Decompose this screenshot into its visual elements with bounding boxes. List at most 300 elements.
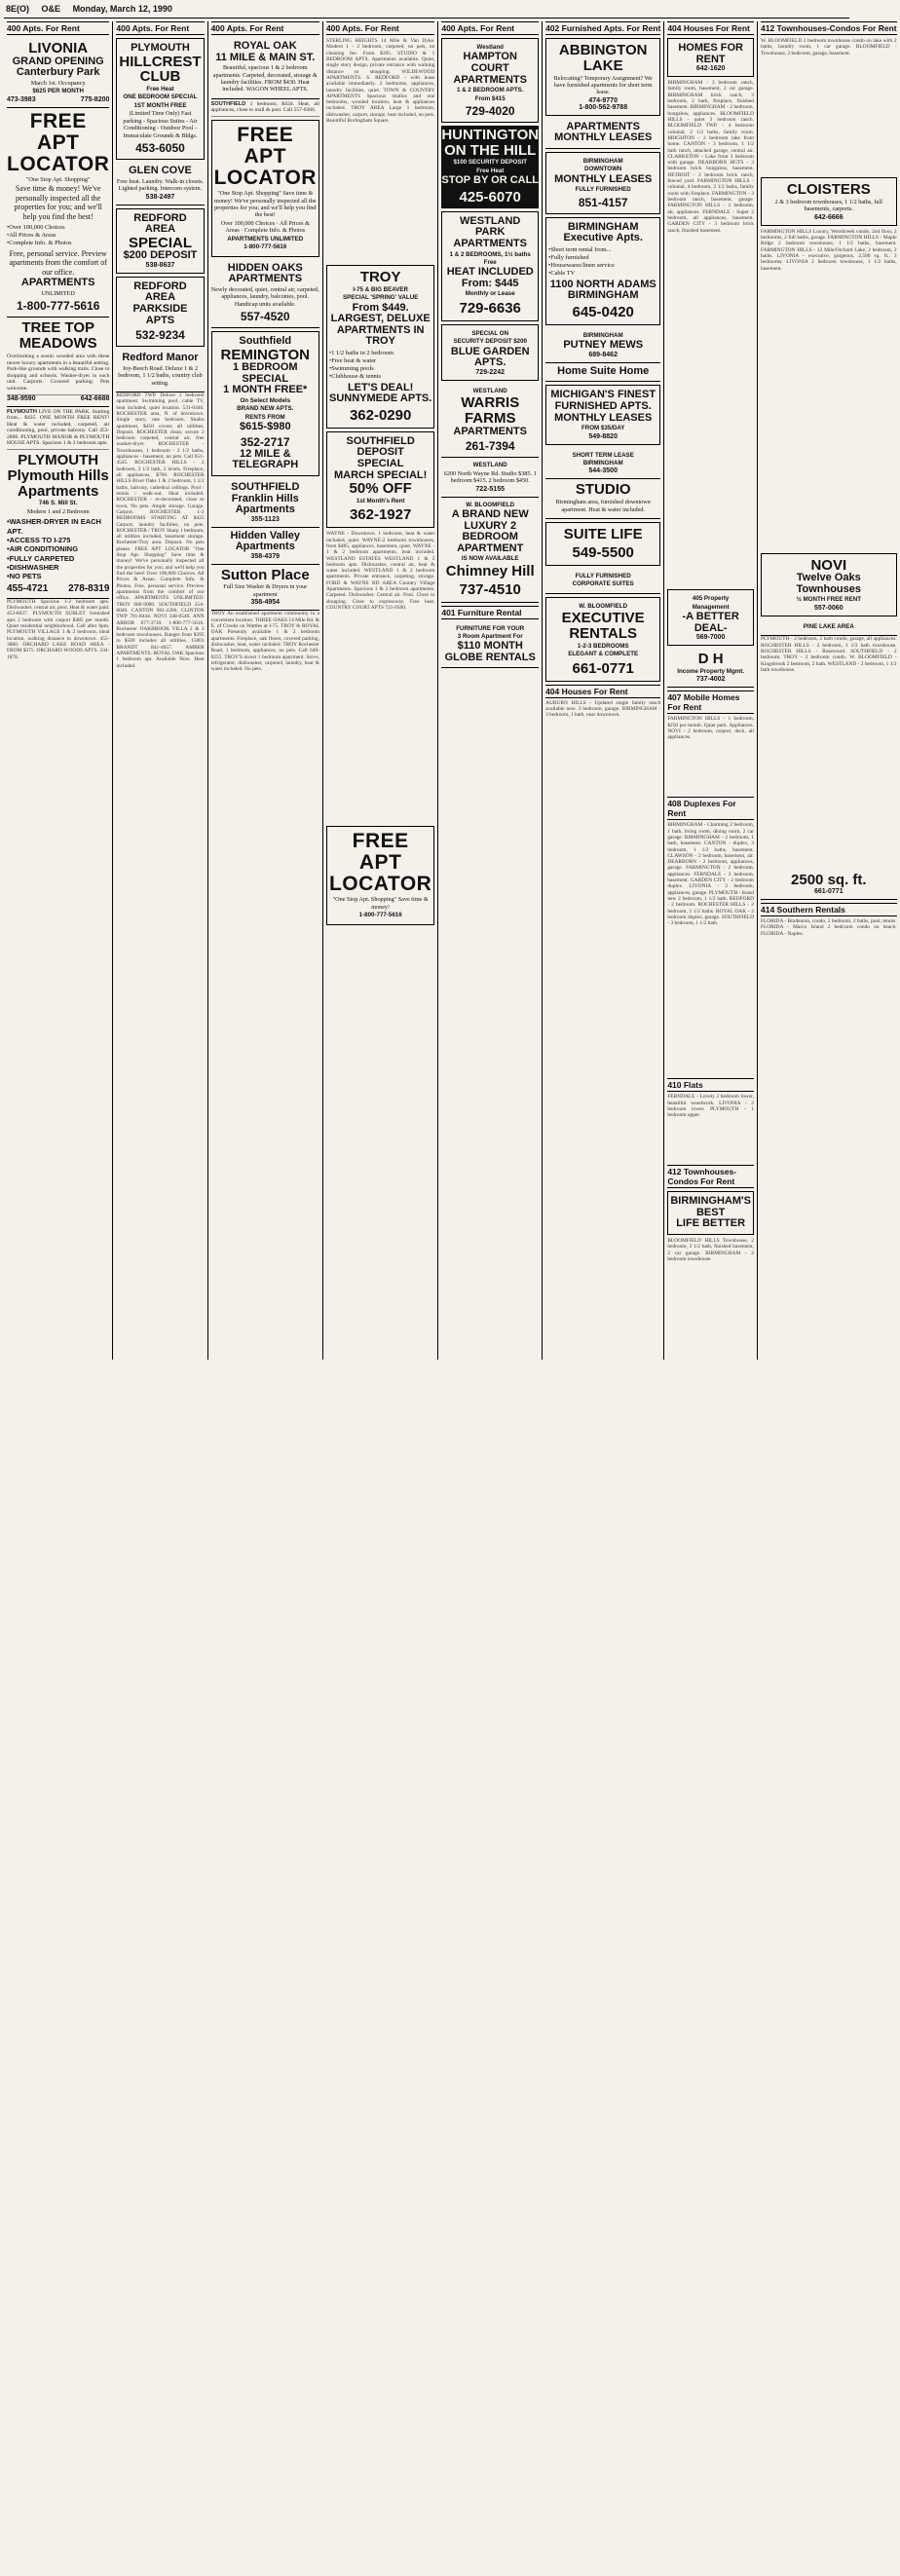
column-2	[113, 21, 207, 1360]
ad-headline: FURNITURE FOR YOUR	[456, 624, 525, 632]
classified-filler: WAYNE - Downtown. 1 bedroom, heat & water included, quiet. WAYNE-2 bedroom townhouses, from $485, appliances, basement, quiet. WAYNE - 1 & 2 bedroom apartments, heat included. WESTLAND ESTATES WESTLAND 1 & 2 bedroom apts. Dishwasher, central air, heat & water included. WESTLAND 1 & 2 bedroom apartments. Private entrance, carpeting, storage. FORD & WAYNE RD AREA Country Village Apartments. Spacious 1 & 2 bedroom apartments. Carpeted. Dishwasher. Central air. Pool. Close to shopping. Close to expressway. Free heat. COUNTRY COURT APTS 721-0500.	[325, 531, 435, 612]
ad-parkside	[116, 277, 204, 347]
ad-corporate-suites	[545, 569, 660, 594]
ad-headline: LUXURY 2 BEDROOM	[462, 519, 518, 543]
ad-homes-for-rent	[667, 38, 754, 77]
column-6	[543, 21, 664, 1360]
ad-pine-lake	[761, 619, 897, 636]
ad-feature: • AIR CONDITIONING	[7, 544, 109, 553]
ad-home-suite-home	[545, 363, 660, 383]
ad-body: Full Size Washer & Dryers in your apartment	[223, 583, 308, 598]
ad-birmingham-executive	[545, 217, 660, 325]
ad-rent-range: $615-$980	[239, 421, 291, 433]
classified-listing: SOUTHFIELD 1 bedroom, $450. Heat, all appliances, close to mall & post. Call 557-0366.	[211, 99, 319, 117]
ad-brand: APARTMENTS	[20, 277, 95, 289]
ad-apt-locator-2	[211, 120, 319, 257]
ad-redford-special	[116, 208, 204, 274]
ad-phone: 362-0290	[349, 406, 412, 424]
ad-heat: HEAT INCLUDED	[446, 266, 534, 279]
ad-name: LIFE BETTER	[676, 1217, 746, 1230]
ad-brand: APARTMENTS UNLIMITED	[227, 235, 304, 243]
ad-remington	[211, 331, 319, 476]
ad-title: SUITE LIFE	[563, 526, 643, 543]
ad-commercial	[761, 870, 897, 900]
ad-name: APARTMENTS	[453, 237, 527, 249]
ad-phone: 661-0771	[572, 659, 634, 677]
ad-pitch: Free, personal service. Preview apartments from the comfort of our office.	[9, 248, 107, 277]
section-heading: 408 Duplexes For Rent	[667, 797, 754, 820]
ad-phone: 729-4020	[465, 103, 515, 118]
ad-name: SPECIAL	[356, 458, 404, 469]
ad-abbington-lake	[545, 38, 660, 116]
ad-globe-rentals	[441, 621, 539, 669]
ad-heat: Free Heat	[146, 86, 174, 93]
classified-filler: BLOOMFIELD HILLS Townhouse, 2 bedroom, 2 1/2 bath, finished basement, 2 car garage. BIRMINGHAM - 2 bedroom townhouse.	[667, 1237, 754, 1262]
ad-troy	[326, 265, 434, 429]
ad-title: TREE TOP	[21, 319, 95, 337]
ad-offer-2: 1ST MONTH FREE	[133, 101, 187, 109]
ad-sub: Executive Apts.	[563, 232, 643, 244]
ad-address: TELEGRAPH	[232, 459, 299, 471]
ad-sub: DOWNTOWN	[584, 166, 622, 173]
ad-hidden-valley	[211, 528, 319, 565]
ad-title: PLYMOUTH	[131, 42, 190, 54]
ad-title: WESTLAND	[472, 462, 507, 469]
ad-features: • 1 1/2 baths in 2 bedroom • Free heat & water • Swimming pools • Clubhouse & tennis	[329, 350, 431, 381]
ad-phone: 544-3500	[588, 467, 618, 475]
ad-phone: 549-5500	[572, 543, 634, 561]
ad-feature: • DISHWASHER	[7, 563, 109, 572]
ad-feature: • ACCESS TO I-275	[7, 536, 109, 544]
ad-rent: FULLY FURNISHED	[575, 186, 631, 194]
ad-phone: 661-0771	[814, 888, 844, 896]
ad-name: D H	[697, 651, 724, 668]
column-heading: 400 Apts. For Rent	[441, 21, 539, 35]
ad-rents: RENTS FROM	[244, 413, 285, 421]
ad-name: Townhouses	[796, 582, 862, 595]
ad-body: Beautiful, spacious 1 & 2 bedroom apartments. Carpeted, decorated, storage & laundry facilities. FROM $430. Heat included. WAGON WHEEL APTS.	[212, 64, 318, 93]
ad-title: LIVONIA	[28, 40, 89, 56]
classified-filler: AUBURN HILLS - Updated single family ranch available now. 3 bedroom, garage. BIRMINGHAM - 3 bedroom, 1 bath, near downtown.	[545, 699, 661, 719]
ad-size: 2500 sq. ft.	[791, 872, 867, 889]
ad-title: ROYAL OAK	[233, 40, 297, 52]
column-3	[208, 21, 323, 1360]
ad-title: TROY	[359, 269, 401, 285]
ad-phone: 1-800-777-5616	[244, 243, 287, 251]
section-heading: 407 Mobile Homes For Rent	[667, 691, 754, 714]
ad-title: APT	[358, 851, 402, 875]
ad-title: FREE	[237, 124, 294, 147]
ad-title: FULLY FURNISHED	[575, 572, 631, 579]
ad-phone: 425-6070	[459, 188, 521, 205]
ad-beds: 1 & 2 BEDROOMS, 1½ baths	[449, 250, 531, 258]
ad-westland-hoover	[441, 458, 539, 497]
ad-phone-2: 642-6688	[80, 394, 110, 402]
ad-title: WESTLAND	[472, 387, 507, 394]
ad-phone: 473-3983	[7, 95, 36, 103]
ad-dh-income	[667, 649, 754, 688]
ad-phone: 362-1927	[349, 506, 412, 524]
ad-name: HILLCREST	[119, 53, 202, 70]
ad-body: 6200 North Wayne Rd. Studio $385. 1 bedroom $415. 2 bedroom $450.	[443, 469, 537, 485]
ad-putney-mews	[545, 328, 660, 363]
ad-body: "One Stop Apt. Shopping" Save time & money!	[332, 896, 429, 911]
ad-phone: 557-4520	[240, 310, 290, 324]
ad-name: SUNNYMEDE APTS.	[328, 392, 432, 405]
ad-phone: 737-4510	[459, 580, 521, 598]
ad-hidden-oaks	[211, 260, 319, 328]
ad-name: PARKSIDE APTS	[132, 303, 188, 326]
ad-phone: 851-4157	[578, 195, 628, 209]
ad-from: FROM $35/DAY	[581, 425, 625, 432]
ad-name: HAMPTON COURT	[463, 51, 517, 74]
ad-avail: IS NOW AVAILABLE	[461, 555, 519, 563]
ad-subtitle: GRAND OPENING	[12, 55, 104, 67]
ad-phone: 729-2242	[475, 368, 505, 376]
ad-michigans-finest	[545, 385, 660, 444]
ad-phone: 453-6050	[135, 141, 185, 156]
ad-body: 2 & 3 bedroom townhouses, 1 1/2 baths, full basements, carports.	[774, 198, 882, 213]
ad-name: ABBINGTON	[558, 42, 648, 58]
ad-sub: 11 MILE & MAIN ST.	[215, 51, 316, 63]
ad-phone-2: 278-8319	[68, 582, 110, 594]
ad-free: Free Heat	[476, 167, 505, 174]
ad-name: WESTLAND PARK	[460, 214, 521, 239]
ad-title: HIDDEN OAKS	[227, 261, 303, 274]
ad-phone: 474-9770	[588, 96, 618, 104]
ad-features	[7, 517, 109, 581]
column-heading: 402 Furnished Apts. For Rent	[545, 23, 661, 33]
ad-pitch: Save time & money! We've personally inspected all the properties for you; and we'll help you find the best!	[14, 184, 102, 222]
ad-apartments-monthly	[545, 119, 660, 149]
ad-address: 746 S. Mill St.	[38, 500, 78, 507]
ad-phone: 722-5155	[475, 485, 505, 493]
ad-monthly: Monthly or Lease	[465, 290, 515, 298]
ad-title: SPECIAL	[128, 234, 192, 251]
ad-studio	[545, 479, 660, 519]
ad-name: DEPOSIT	[356, 446, 404, 459]
ad-title: APT	[36, 131, 80, 154]
ad-chimney-hill	[441, 498, 539, 603]
column-heading: 400 Apts. For Rent	[211, 21, 319, 35]
ad-phone: 355-1123	[250, 515, 280, 523]
ad-name: Sutton Place	[220, 566, 310, 583]
ad-name: APARTMENTS	[453, 73, 527, 86]
ad-free: Free	[483, 258, 497, 266]
ad-phone: 569-7000	[695, 634, 726, 642]
ad-title: FREE	[29, 109, 87, 132]
ad-special: SECURITY DEPOSIT $200	[453, 338, 527, 346]
ad-phone: 538-8637	[145, 261, 175, 269]
ad-name: BIRMINGHAM'S BEST	[670, 1195, 751, 1218]
ad-body: Free heat. Laundry. Walk-in closets. Lighted parking. Intercom system.	[116, 177, 205, 193]
ad-percent-note: 1st Month's Rent	[356, 497, 405, 504]
ad-phone: 549-8820	[588, 432, 618, 440]
ad-westland-park	[441, 211, 539, 321]
classified-filler: FARMINGTON HILLS - 1 bedroom, $250 per month. Quiet park. Appliances. NOVI - 2 bedroom, carport, deck, all appliances.	[667, 716, 754, 741]
ad-plymouth-hills	[7, 450, 109, 599]
ad-phone-2: 1-800-562-9788	[579, 103, 628, 111]
ad-title: Southfield	[239, 335, 292, 348]
section-heading: 401 Furniture Rental	[441, 606, 539, 619]
ad-title: NOVI	[810, 556, 847, 574]
ad-body: "One Stop Apt. Shopping" Save time & money! We've personally inspected all the properties for you; and we'll help you find the best!	[214, 190, 317, 219]
ad-address: 12 MILE &	[239, 447, 291, 460]
section-heading: 404 Houses For Rent	[545, 685, 660, 698]
ad-headline: APARTMENT	[457, 541, 524, 554]
column-8	[758, 21, 900, 1360]
ad-name: CLOISTERS	[786, 181, 871, 198]
ad-body: Newly decorated, quiet, central air, carpeted, appliances, laundry, balconies, pool. Handicap units available.	[210, 285, 319, 308]
ad-title: BIRMINGHAM	[567, 220, 639, 233]
column-heading: 400 Apts. For Rent	[326, 21, 434, 35]
ad-body: Over 100,000 Choices · All Prices & Areas · Complete Info. & Photos	[220, 219, 310, 235]
ad-phone: 455-4721	[7, 582, 49, 594]
ad-name: Home Suite Home	[557, 364, 650, 377]
ad-name: PUTNEY MEWS	[563, 339, 644, 352]
ad-title: MICHIGAN'S FINEST	[550, 389, 656, 401]
ad-property-management	[667, 589, 754, 646]
ad-feature: • WASHER-DRYER IN EACH APT.	[7, 517, 109, 536]
ad-offer: 1 MONTH FREE*	[223, 384, 308, 396]
ad-name: CLUB	[139, 68, 181, 86]
ad-name: RENTALS	[569, 624, 638, 642]
ad-name: LAKE	[582, 56, 623, 74]
ad-title: BIRMINGHAM	[582, 157, 623, 165]
ad-body: Joy-Beech Road. Deluxe 1 & 2 bedroom, 1 1/2 baths, country club setting.	[118, 364, 203, 387]
ad-body: (Limited Time Only) Fast parking - Spacious Suites - Air Conditioning - Outdoor Pool - Immaculate Grounds & Bldgs.	[123, 110, 198, 139]
column-4	[323, 21, 438, 1360]
ad-title: LOCATOR	[213, 167, 317, 190]
ad-offer: 1 BEDROOM	[232, 361, 298, 374]
ad-title: FREE	[352, 830, 409, 853]
ad-name: BLUE GARDEN APTS.	[450, 345, 530, 369]
section-heading: 412 Townhouses-Condos For Rent	[667, 1165, 754, 1188]
ad-deposit: $100 SECURITY DEPOSIT	[453, 159, 527, 167]
ad-name: Redford Manor	[122, 352, 199, 364]
ad-body: Birmingham area, furnished downtown apartment. Heat & water included.	[555, 499, 651, 513]
ad-body: Overlooking a scenic wooded area with these newer luxury apartments in a beautiful setting. Park-like grounds with walking trails. Close to shopping and schools. Washer-dryer in each unit. Carports. Covered parking. Pets welcome.	[7, 352, 109, 395]
ad-headline: 3 Room Apartment For	[457, 632, 523, 640]
page-number: 8E(O)	[6, 4, 30, 14]
ad-brand: BRAND NEW APTS.	[237, 405, 294, 413]
ad-phone: 689-8462	[588, 351, 618, 358]
ad-phone: 538-2497	[145, 193, 175, 201]
ad-phone: 358-4954	[250, 599, 281, 607]
ad-feature: • NO PETS	[7, 572, 109, 580]
ad-glen-cove	[116, 163, 204, 205]
ad-executive-rentals	[545, 597, 660, 682]
ad-title: HOMES FOR RENT	[678, 42, 743, 65]
ad-beds: 1 & 2 BEDROOM APTS.	[456, 87, 524, 94]
ad-tree-top	[7, 317, 109, 406]
ad-address: 1100 NORTH ADAMS	[549, 278, 656, 290]
ad-title: W. BLOOMFIELD	[579, 602, 628, 610]
ad-price: $110 MONTH	[457, 640, 523, 653]
ad-title: PLYMOUTH	[18, 452, 99, 469]
classified-filler: TROY An established apartment community in a convenient location. THREE OAKS 14 Mile Rd. & E. of Crooks on Wattles at I-75. TROY & ROYAL OAK Presently available 1 & 2 bedroom apartments. Fireplace, oak floors, covered parking, dishwasher, heat, water included. TROY Rochester Road, 1 bedroom, appliances, no pets. Call 649-0255. TROY'S nicest 1 bedroom apartment. Stove, refrigerator, dishwasher, carpeted, laundry, heat & water included. No pets.	[210, 611, 319, 673]
ad-offer: ½ MONTH FREE RENT	[796, 596, 861, 604]
ad-name: Hidden Valley	[230, 529, 301, 541]
ad-price: $625 PER MONTH	[32, 88, 84, 95]
ad-phone: 532-9234	[135, 328, 185, 343]
ad-title: LOCATOR	[328, 873, 432, 896]
ad-title: REDFORD AREA	[133, 211, 187, 236]
classified-filler: PLYMOUTH Spacious 1-2 bedroom apts. Dishwasher, central air, pool. Heat & water paid. 453-8037. PLYMOUTH SUBLET furnished apts 2 bedroom with carport $485 per month. Quiet residential neighborhood. Call after 6pm. PLYMOUTH VILLAGE 1 & 2 bedroom, ideal location, walking distance to downtown. 455-3880. ORCHARD LAKE ROAD AREA - FROM $375. ORCHARD WOODS APTS. 334-1878.	[7, 598, 110, 660]
ad-address: BIRMINGHAM	[567, 289, 639, 302]
ad-name: Apartments	[18, 482, 99, 500]
ad-title: HUNTINGTON	[441, 126, 540, 143]
ad-phone: 557-0060	[814, 604, 844, 612]
ad-blue-garden	[441, 324, 539, 381]
ad-title: W. BLOOMFIELD	[466, 501, 515, 508]
ad-title: BIRMINGHAM	[582, 460, 623, 467]
ad-title: LOCATOR	[7, 152, 110, 175]
ad-name: APARTMENTS	[453, 425, 527, 437]
ad-percent: 50% OFF	[349, 480, 412, 498]
ad-name: PINE LAKE AREA	[803, 622, 854, 630]
ad-name: REMINGTON	[220, 346, 310, 363]
ad-headline: LET'S DEAL!	[347, 381, 414, 393]
ad-cloisters	[761, 177, 897, 226]
ad-title: Westland	[476, 44, 504, 51]
ad-phone: 642-1620	[695, 65, 726, 73]
ad-name: Franklin Hills	[231, 492, 299, 504]
ad-name: Apartments	[235, 504, 295, 516]
ad-southfield-deposit	[326, 431, 434, 528]
column-heading: 412 Townhouses-Condos For Rent	[760, 23, 897, 33]
ad-phone-2: 775-8200	[80, 95, 110, 103]
ad-bullet: • Over 100,000 Choices	[7, 224, 109, 232]
ad-title: CORPORATE SUITES	[572, 580, 634, 588]
section-heading: 414 Southern Rentals	[761, 903, 897, 916]
ad-title: ON THE HILL	[444, 141, 537, 159]
ad-title: MEADOWS	[19, 335, 97, 353]
ad-phone: 645-0420	[572, 303, 634, 320]
ad-brand-sub: UNLIMITED	[41, 290, 75, 297]
ad-title: STUDIO	[575, 481, 631, 499]
ad-bullet: • Complete Info. & Photos	[7, 240, 109, 247]
ad-phone: 642-6666	[814, 213, 844, 221]
ad-franklin-hills	[211, 479, 319, 528]
classified-filler: FARMINGTON HILLS Luxury, Woodcreek condo, 2nd floor, 2 bedrooms, 2 full baths, garage. FARMINGTON HILLS - Maple Ridge 2 bedroom townhouse, 1 1/2 baths, basement. FARMINGTON HILLS - 12 Mile/Orchard Lake, 2 bedroom, 2 baths. LIVONIA - executive, gorgeous, 2,500 sq. ft., 3 bedrooms. LIVONIA 2 bedroom townhouse, 1 1/2 baths, basement.	[760, 228, 897, 272]
ad-bullets	[7, 224, 109, 247]
ad-name: Canterbury Park	[16, 66, 100, 79]
classified-filler: PLYMOUTH - 2 bedroom, 2 bath condo, garage, all appliances. ROCHESTER HILLS - 2 bedroom, 1 1/2 bath townhouse. ROCHESTER HILLS - Rosewood. SOUTHFIELD - 2 bedroom. TROY - 2 bedroom condo. W. BLOOMFIELD - Kingsbrook 2 bedroom, 2 bath. WESTLAND - 2 bedroom, 1 1/2 bath townhouse.	[760, 636, 897, 673]
ad-offer: SPECIAL	[242, 372, 289, 385]
classified-listing: PLYMOUTH LIVE ON THE PARK. Starting from... $435. ONE MONTH FREE RENT! Heat & water included, carpeted, air conditioning, pool, private balcony. Call 453-2800. PLYMOUTH MANOR & PLYMOUTH HOUSE APTS. Spacious 1 & 2 bedroom apts.	[7, 407, 109, 451]
ad-sub: Income Property Mgmt.	[677, 667, 745, 675]
ad-tagline: "One Stop Apt. Shopping"	[25, 175, 91, 183]
ad-birminghams-best	[667, 1191, 754, 1235]
ad-special: March 1st. Occupancy	[30, 79, 86, 87]
ad-title: 405 Property	[692, 595, 730, 603]
ad-special: SPECIAL ON	[471, 329, 509, 337]
classified-filler: BIRMINGHAM - Charming 2 bedroom, 1 bath, living room, dining room, 2 car garage. BIRMINGHAM - 2 bedroom, 1 bath, basement. CANTON - duplex, 3 bedroom, 1 1/2 baths, basement. CLAWSON - 2 bedroom, basement, air. DEARBORN - 2 bedroom, appliances, garage. FARMINGTON - 2 bedroom, appliances. FERNDALE - 2 bedroom, basement. GARDEN CITY - 2 bedroom duplex. LIVONIA - 2 bedroom, appliances, garage. PLYMOUTH - brand new 2 bedroom, 1 1/2 bath. REDFORD - 2 bedroom. ROCHESTER HILLS - 2 bedroom, 1 1/2 baths. ROYAL OAK - 2 bedroom duplex, garage. SOUTHFIELD - 3 bedroom, 1 1/2 bath.	[667, 822, 754, 927]
ad-title: BIRMINGHAM	[582, 331, 623, 339]
ad-title: SHORT TERM LEASE	[572, 451, 634, 459]
ad-name: Apartments	[235, 541, 295, 553]
ad-huntington	[441, 126, 539, 208]
ad-name: Chimney Hill	[445, 562, 535, 579]
ad-sub: I-75 & BIG BEAVER	[353, 285, 408, 293]
ad-price: $200 DEPOSIT	[123, 249, 198, 262]
classified-filler: FLORIDA - Bradenton, condo, 2 bedroom, 2 baths, pool, tennis. FLORIDA - Marco Island 2 bedroom condo on beach. FLORIDA - Naples.	[760, 918, 897, 937]
ad-bullet: • All Prices & Areas	[7, 232, 109, 240]
ad-title: APARTMENTS	[228, 273, 303, 285]
masthead	[4, 4, 849, 19]
column-1	[4, 21, 113, 1360]
ad-apt-locator-3	[326, 826, 434, 924]
ad-units: Modern 1 and 2 Bedroom	[26, 507, 90, 515]
ad-features: • Short term rental from... • Fully furnished • Housewares/linen service • Cable TV	[548, 246, 657, 278]
ad-name: EXECUTIVE	[561, 610, 645, 627]
ad-name: Twelve Oaks	[796, 572, 861, 584]
ad-special: MARCH SPECIAL!	[333, 468, 428, 481]
classified-filler: REDFORD TWP. Deluxe 1 bedroom apartment. Swimming pool, cable TV, heat included, quiet location. 531-0440. ROCHESTER area, N. of downtown. Single story, one bedroom. Studio apartment, $450 covers all utilities. Deposit. ROCHESTER clean, secure 2 bedroom carpeted, central air, free washer-dryer. ROCHESTER - Townhouses, 1 bedroom - 2 1/2 baths, appliances - basement, no pets. Call 651-4545. ROCHESTER HILLS - 2 bedroom, 2 1/2 bath, 2 levels. Fireplace, all appliances, $700. ROCHESTER HILLS River Oaks 1 & 2 bedroom, 1 1/2 baths, balcony, cathedral ceilings. Pool / tennis / walk-out. Heat included. ROCHESTER - re-decorated, close to town, No pets. Ample storage. Garage. Carport. ROCHESTER 1-2 BEDROOMS STARTING AT $425 Carport, laundry facilities, no pets. ROCHESTER / TROY Sharp 1 bedroom, all utilities included, basement storage. Rochester/Troy area. Deposit. No pets please. FREE APT LOCATOR "One Stop Apt. Shopping" Save time & money! We've personally inspected all the properties for you; and we'll help you find the best! Over 100,000 Choices. All Prices & Areas. Complete Info. & Photos. Free, personal service. Preview apartments from the comfort of our office. APARTMENTS UNLIMITED. TROY 680-9090. SOUTHFIELD 354-8040. CANTON 981-2200. CLINTON TWP 791-8444. NOVI 348-0540. ANN ARBOR 677-3710. 1-800-777-5616. Rochester OAKBROOK VILLA 2 & 3 bedroom townhouses. Ranges from $395 to $500 includes all utilities. 15001 BRANDT 841-4657. AMBER APARTMENTS. ROYAL OAK Spacious 1 bedroom apt. Available Now. Heat included.	[116, 392, 205, 669]
ad-apt-locator	[7, 108, 109, 318]
ad-headline: LARGEST, DELUXE	[330, 313, 431, 325]
ad-phone: 358-4379	[250, 552, 281, 560]
ad-warris-farms	[441, 384, 539, 458]
ad-royal-oak	[211, 38, 319, 99]
classified-columns	[4, 21, 897, 1360]
ad-twelve-oaks	[761, 553, 897, 616]
ad-title: MONTHLY LEASES	[554, 131, 653, 144]
ad-title: SOUTHFIELD	[231, 480, 300, 493]
section-heading: 410 Flats	[667, 1078, 754, 1092]
ad-title: REDFORD AREA	[133, 280, 187, 304]
classified-filler: STERLING HEIGHTS 14 Mile & Van Dyke. Modern 1 - 2 bedroom, carpeted, no pets, no cleaning fee. From $395. STUDIO & 1 BEDROOM APTS. Apartments available. Quiet, single story design, private entrance with walking distance to shopping. WILDEWOOD APARTMENTS. S. REDFORD - with lease available immediately. 2 bedrooms, appliances, laundry facilities, quiet. TOWN & COUNTRY APARTMENTS Spacious studios and one bedrooms, wooded location, heat & appliances included. TROY AREA Large 1 bedroom, dishwasher, carport, storage, heat included, no pets. Beautiful Burlingham Square.	[325, 38, 435, 125]
column-heading: 400 Apts. For Rent	[7, 21, 109, 35]
ad-name: MONTHLY LEASES	[554, 172, 653, 185]
ad-brand: GLOBE RENTALS	[444, 651, 536, 663]
ad-hillcrest	[116, 38, 204, 160]
ad-offer: ONE BEDROOM SPECIAL	[123, 93, 198, 101]
ad-redford-manor	[116, 350, 204, 392]
ad-sutton-place	[211, 565, 319, 612]
ad-offer-note: On Select Models	[240, 397, 291, 405]
ad-name: Plymouth Hills	[7, 467, 109, 484]
ad-title: FURNISHED APTS.	[554, 400, 652, 413]
ad-name: GLEN COVE	[129, 165, 192, 177]
ad-price: From $449.	[352, 301, 409, 314]
column-heading: 400 Apts. For Rent	[116, 21, 204, 35]
paper-name: O&E	[41, 4, 61, 14]
ad-from: From: $445	[461, 277, 519, 289]
ad-name: -A BETTER DEAL-	[682, 610, 739, 634]
ad-short-term	[545, 448, 660, 480]
ad-feature: • FULLY CARPETED	[7, 554, 109, 563]
column-5	[438, 21, 543, 1360]
classified-filler: FERNDALE - Lovely 2 bedroom lower, beautiful woodwork. LIVONIA - 2 bedroom lower. PLYMOUTH - 1 bedroom upper.	[667, 1094, 754, 1119]
ad-title: SOUTHFIELD	[346, 434, 415, 447]
ad-from: From $415	[474, 94, 506, 102]
ad-livonia	[7, 38, 109, 108]
column-heading: 404 Houses For Rent	[667, 21, 754, 35]
ad-phone: 348-9590	[7, 394, 36, 402]
ad-birmingham-downtown	[545, 152, 660, 214]
classified-filler: BIRMINGHAM - 3 bedroom ranch, family room, basement, 2 car garage. BIRMINGHAM brick ranch, 3 bedroom, 2 bath, fireplace, finished basement. BIRMINGHAM - 2 bedroom, bungalow, appliances. BLOOMFIELD HILLS - quiet 3 bedroom ranch. BLOOMFIELD TWP. - 4 bedroom colonial, 2 1/2 baths, family room. BRIGHTON - 2 bedroom lake front home. CANTON - 3 bedroom, 1 1/2 bath ranch, attached garage, central air. CLARKSTON - Lake front 3 bedroom with garage. DEARBORN HGTS - 3 bedroom brick bungalow, basement. DETROIT - 2 bedroom brick ranch, fenced yard. FARMINGTON HILLS - colonial, 4 bedroom, 2 1/2 baths, family room with fireplace. FARMINGTON - 3 bedroom ranch, basement, garage. FARMINGTON HILLS - 2 bedroom, air, appliances. FERNDALE - Super 2 bedroom, all appliances, basement. GARDEN CITY - 3 bedroom brick ranch, finished basement.	[667, 80, 754, 234]
ad-title: Management	[692, 603, 730, 611]
issue-date: Monday, March 12, 1990	[72, 4, 172, 14]
ad-phone: 352-2717	[240, 434, 290, 449]
ad-title: APARTMENTS	[566, 120, 640, 132]
ad-phone: 737-4002	[695, 676, 726, 684]
ad-special: SPECIAL 'SPRING' VALUE	[342, 294, 419, 302]
ad-headline: A BRAND NEW	[451, 508, 529, 521]
ad-phone: 1-800-777-5616	[358, 912, 402, 919]
